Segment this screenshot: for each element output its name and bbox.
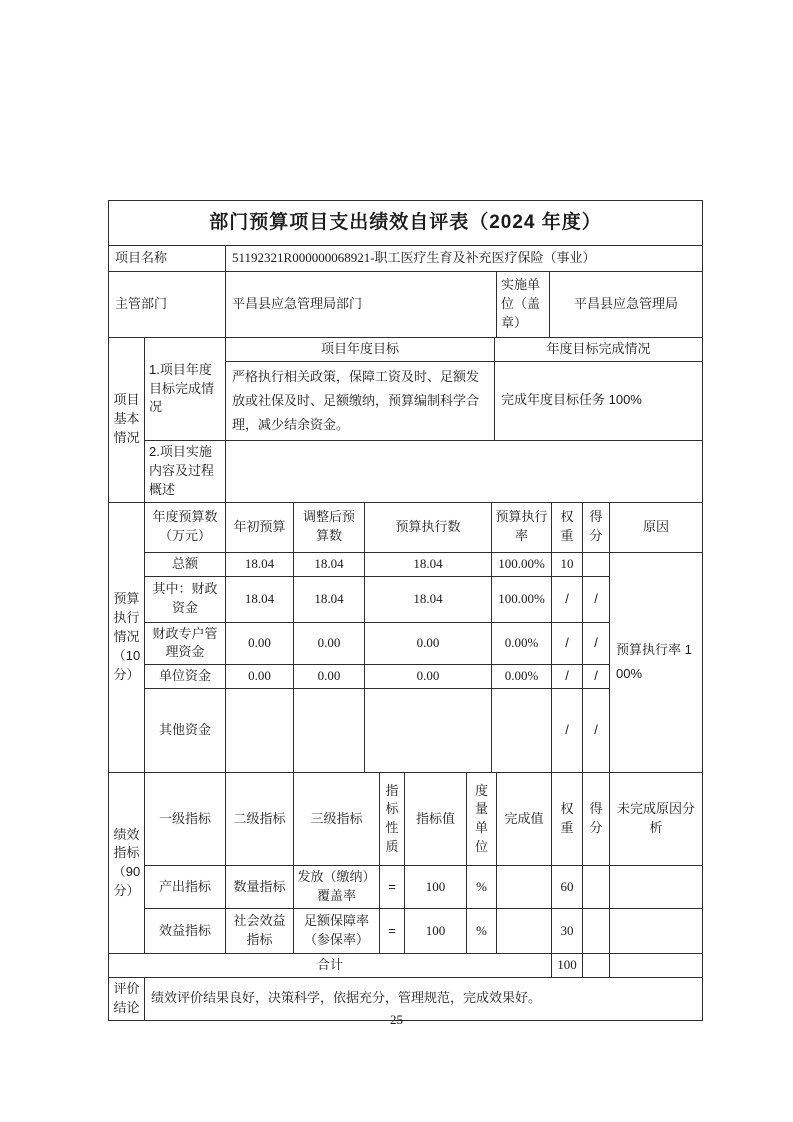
conclusion-label: 评价结论 [109,978,145,1021]
perf-row-benefit [109,909,703,954]
basic-info-section [108,337,703,503]
perf-level3: 发放（缴纳）覆盖率 [294,866,380,909]
header-section [108,200,703,338]
budget-row-label: 总额 [145,552,226,576]
budget-adjusted: 18.04 [294,552,365,576]
budget-score [583,552,610,576]
budget-score: / [583,665,610,689]
budget-header-rate: 预算执行率 [492,502,552,552]
budget-header-weight: 权重 [552,502,583,552]
perf-unit: % [467,866,497,909]
budget-header-initial: 年初预算 [226,502,294,552]
budget-executed: 0.00 [365,622,492,665]
budget-header-reason: 原因 [610,502,703,552]
perf-level2: 社会效益指标 [226,909,294,954]
perf-reason [610,866,703,909]
budget-header-annual: 年度预算数（万元） [145,502,226,552]
perf-header-target: 指标值 [405,773,467,866]
perf-header-level2: 二级指标 [226,773,294,866]
budget-initial [226,689,294,773]
perf-header-weight: 权重 [552,773,583,866]
budget-header-score: 得分 [583,502,610,552]
perf-header-score: 得分 [583,773,610,866]
total-score [583,954,610,978]
perf-nature: = [380,866,405,909]
perf-level3: 足额保障率（参保率） [294,909,380,954]
budget-row-label: 其中：财政资金 [145,576,226,622]
perf-level2: 数量指标 [226,866,294,909]
perf-header-unit: 度量单位 [467,773,497,866]
self-evaluation-table [108,200,704,1021]
perf-score [583,866,610,909]
total-reason [610,954,703,978]
budget-rate: 100.00% [492,552,552,576]
budget-row-label: 其他资金 [145,689,226,773]
perf-header-actual: 完成值 [497,773,552,866]
perf-header-level3: 三级指标 [294,773,380,866]
annual-goal-header: 项目年度目标 [226,338,495,362]
budget-score: / [583,576,610,622]
perf-nature: = [380,909,405,954]
budget-adjusted: 0.00 [294,665,365,689]
impl-unit-value: 平昌县应急管理局 [550,272,703,338]
budget-executed [365,689,492,773]
total-weight: 100 [552,954,583,978]
performance-section-label: 绩效指标（90分） [109,773,145,954]
budget-section-label: 预算执行情况（10分） [109,502,145,773]
budget-adjusted: 18.04 [294,576,365,622]
total-section [108,953,703,978]
budget-weight: / [552,689,583,773]
budget-score: / [583,689,610,773]
project-name-value: 51192321R000000068921-职工医疗生育及补充医疗保险（事业） [226,246,703,272]
implementation-row-label: 2.项目实施内容及过程概述 [145,440,226,502]
budget-weight: / [552,576,583,622]
annual-goal-row-label: 1.项目年度目标完成情况 [145,338,226,441]
budget-weight: / [552,665,583,689]
perf-reason [610,909,703,954]
budget-header-adjusted: 调整后预算数 [294,502,365,552]
budget-initial: 18.04 [226,552,294,576]
perf-level1: 产出指标 [145,866,226,909]
perf-row-output [109,866,703,909]
performance-section [108,772,703,954]
project-name-label: 项目名称 [109,246,226,272]
perf-unit: % [467,909,497,954]
budget-execution-section [108,502,703,774]
goal-completion-header: 年度目标完成情况 [495,338,703,362]
conclusion-text: 绩效评价结果良好，决策科学，依据充分，管理规范，完成效果好。 [145,978,703,1021]
perf-level1: 效益指标 [145,909,226,954]
budget-executed: 18.04 [365,576,492,622]
goal-completion-text: 完成年度目标任务 100% [495,361,703,440]
basic-section-label: 项目基本情况 [109,338,145,503]
budget-header-executed: 预算执行数 [365,502,492,552]
perf-actual [497,909,552,954]
budget-initial: 0.00 [226,665,294,689]
perf-target: 100 [405,866,467,909]
budget-rate [492,689,552,773]
perf-target: 100 [405,909,467,954]
budget-row-total [109,552,703,576]
perf-score [583,909,610,954]
implementation-content [226,440,703,502]
page-title: 部门预算项目支出绩效自评表（2024 年度） [109,201,703,246]
budget-row-label: 财政专户管理资金 [145,622,226,665]
impl-unit-label: 实施单位（盖章） [497,272,550,338]
budget-reason-cell: 预算执行率 100% [610,552,703,773]
budget-executed: 0.00 [365,665,492,689]
dept-value: 平昌县应急管理局部门 [226,272,497,338]
perf-header-reason: 未完成原因分析 [610,773,703,866]
perf-weight: 30 [552,909,583,954]
budget-row-label: 单位资金 [145,665,226,689]
budget-initial: 18.04 [226,576,294,622]
budget-weight: 10 [552,552,583,576]
perf-weight: 60 [552,866,583,909]
dept-label: 主管部门 [109,272,226,338]
budget-adjusted [294,689,365,773]
page-number: 25 [390,1012,403,1027]
budget-rate: 100.00% [492,576,552,622]
annual-goal-text: 严格执行相关政策，保障工资及时、足额发放或社保及时、足额缴纳，预算编制科学合理，减少结余资金。 [226,361,495,440]
perf-header-nature: 指标性质 [380,773,405,866]
budget-rate: 0.00% [492,665,552,689]
budget-rate: 0.00% [492,622,552,665]
budget-weight: / [552,622,583,665]
perf-header-level1: 一级指标 [145,773,226,866]
budget-adjusted: 0.00 [294,622,365,665]
perf-actual [497,866,552,909]
total-label: 合计 [109,954,552,978]
budget-score: / [583,622,610,665]
budget-executed: 18.04 [365,552,492,576]
budget-initial: 0.00 [226,622,294,665]
